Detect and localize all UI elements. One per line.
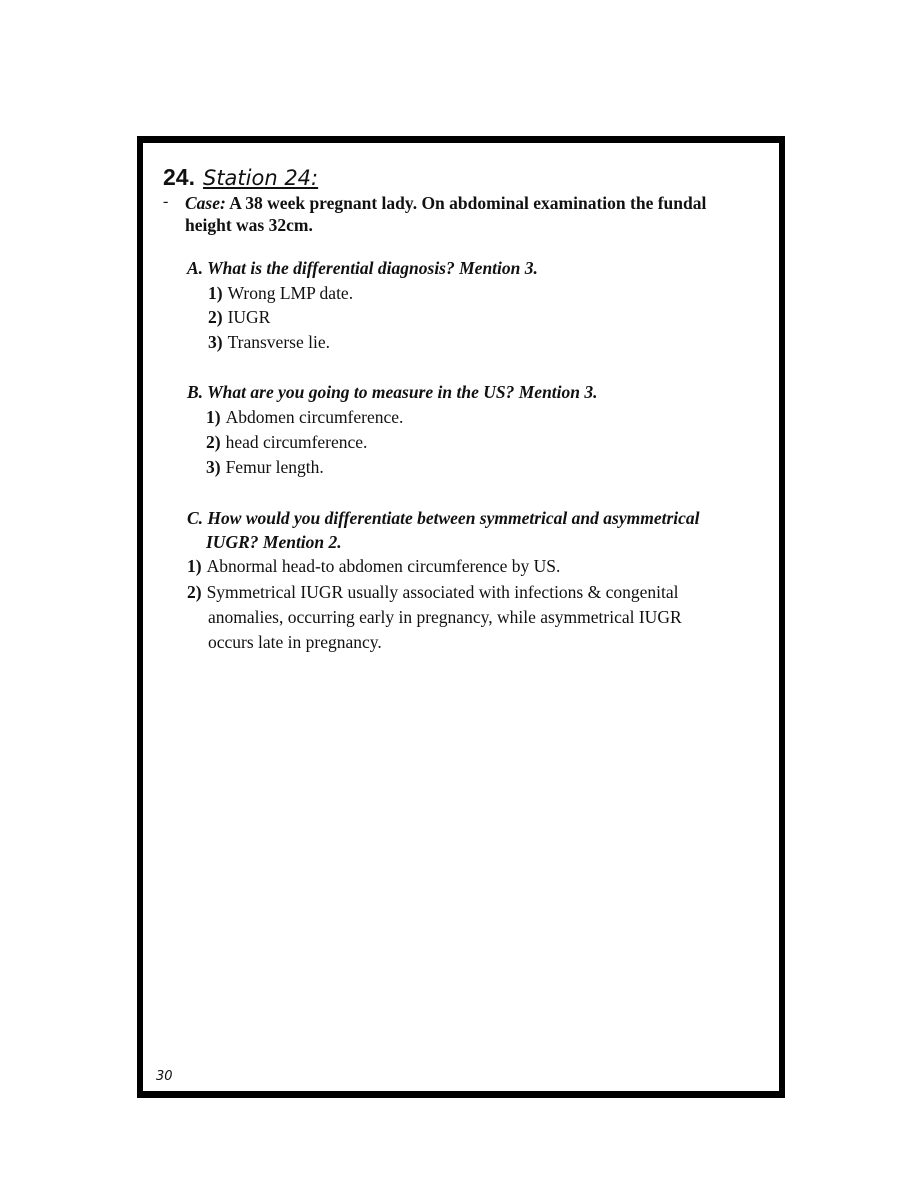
answer-number: 1)	[187, 556, 202, 576]
page-number: 30	[156, 1069, 173, 1084]
answer-c-2-line-3: occurs late in pregnancy.	[208, 632, 382, 652]
answer-c-2	[187, 580, 679, 604]
answer-number: 3)	[208, 332, 223, 352]
answer-b-1	[206, 405, 403, 429]
station-number: 24.	[163, 164, 195, 190]
question-c-line-1: C. How would you differentiate between symmetrical and asymmetrical	[187, 508, 700, 528]
case-bullet-dash: -	[163, 193, 169, 210]
answer-c-2-line-2: anomalies, occurring early in pregnancy, while asymmetrical IUGR	[208, 607, 682, 627]
answer-text: Symmetrical IUGR usually associated with infections & congenital	[206, 582, 679, 602]
answer-b-3	[206, 455, 324, 479]
answer-number: 2)	[187, 582, 202, 602]
answer-number: 2)	[206, 432, 221, 452]
answer-number: 3)	[206, 457, 221, 477]
answer-text: head circumference.	[225, 432, 368, 452]
answer-number: 1)	[208, 283, 223, 303]
case-text-1: A 38 week pregnant lady. On abdominal examination the fundal	[225, 193, 707, 213]
answer-text: Abdomen circumference.	[225, 407, 404, 427]
question-c-line-2: IUGR? Mention 2.	[206, 532, 342, 552]
answer-a-1	[208, 281, 353, 305]
answer-a-3	[208, 330, 330, 354]
answer-text: Abnormal head-to abdomen circumference by US.	[206, 556, 561, 576]
answer-text: Femur length.	[225, 457, 324, 477]
answer-b-2	[206, 430, 367, 454]
answer-number: 1)	[206, 407, 221, 427]
answer-text: Wrong LMP date.	[227, 283, 354, 303]
answer-text: IUGR	[227, 307, 271, 327]
answer-c-1	[187, 554, 560, 578]
station-title: Station 24:	[202, 166, 319, 190]
answer-a-2	[208, 305, 270, 329]
case-line-1	[185, 192, 706, 214]
answer-text: Transverse lie.	[227, 332, 330, 352]
case-label: Case:	[185, 193, 226, 213]
station-heading	[163, 161, 318, 194]
answer-number: 2)	[208, 307, 223, 327]
question-a: A. What is the differential diagnosis? Mention 3.	[187, 258, 538, 278]
question-b: B. What are you going to measure in the US? Mention 3.	[187, 382, 598, 402]
case-line-2: height was 32cm.	[185, 215, 313, 235]
